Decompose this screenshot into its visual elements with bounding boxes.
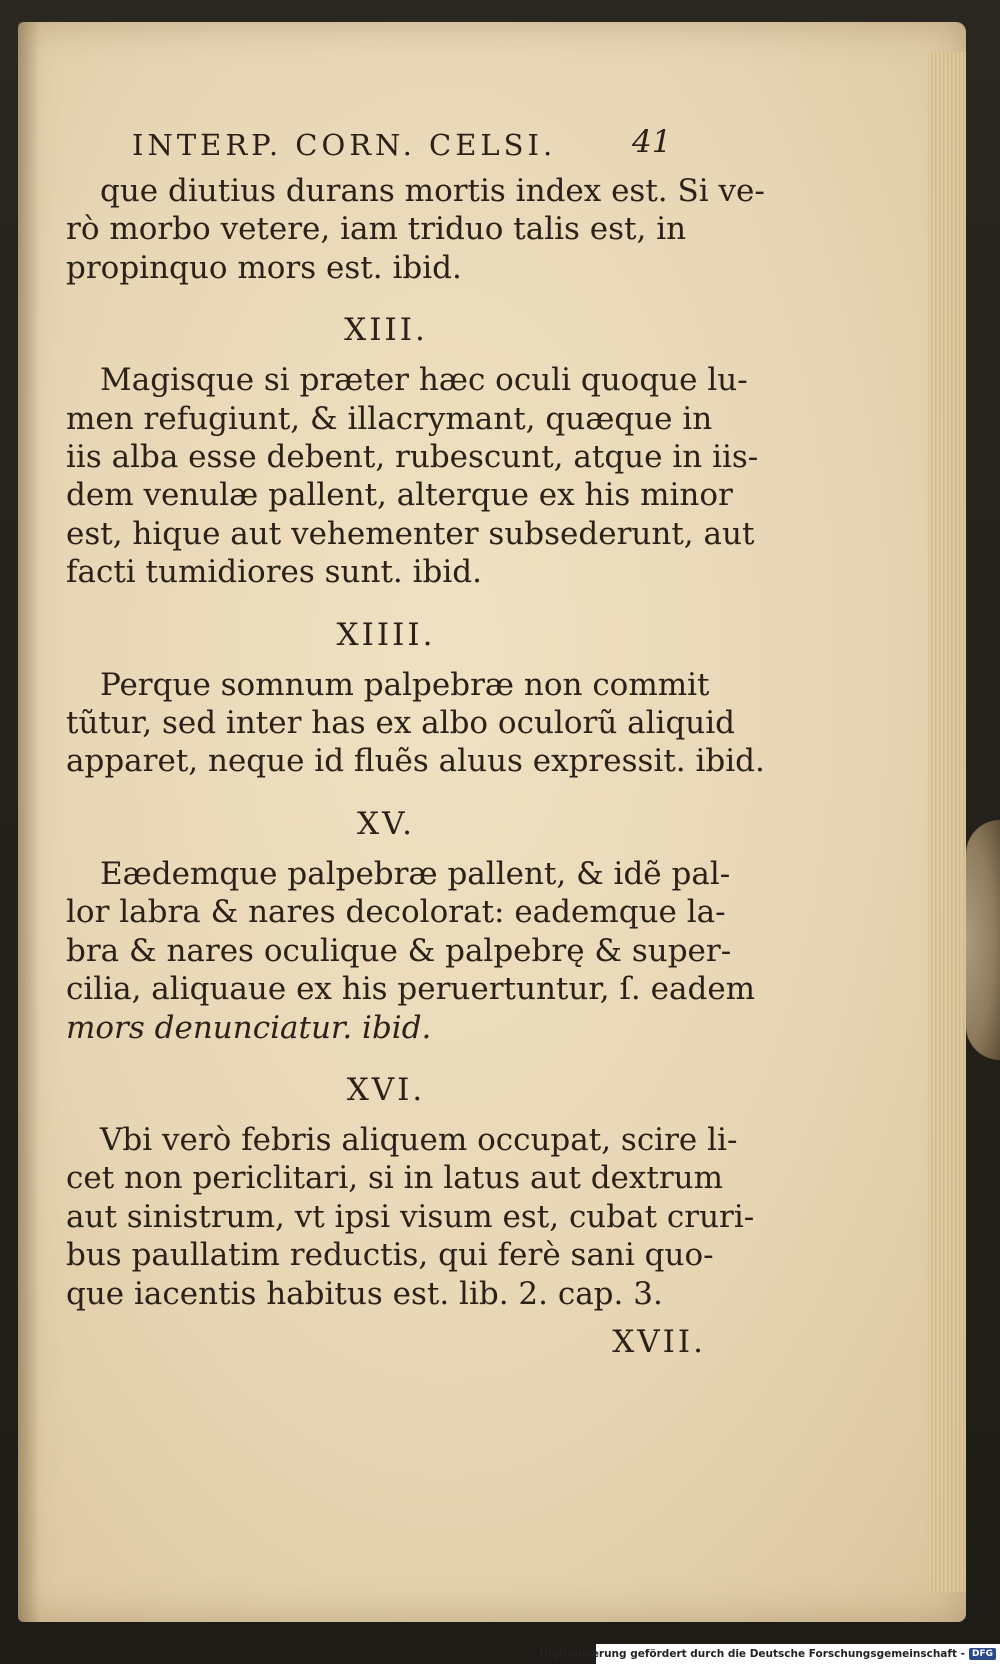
text-line: cilia, aliquaue ex his peruertuntur, ſ. eadem bbox=[66, 971, 756, 1008]
catchword: XVII. bbox=[612, 1323, 706, 1360]
text-line: Magisque si præter hæc oculi quoque lu- bbox=[100, 362, 748, 399]
text-line: iis alba esse debent, rubescunt, atque in iis- bbox=[66, 439, 759, 476]
section-paragraph bbox=[66, 855, 756, 1047]
text-line: Eædemque palpebræ pallent, & idẽ pal- bbox=[100, 855, 731, 892]
text-line: bus paullatim reductis, qui ferè sani quo- bbox=[66, 1237, 714, 1274]
text-line: mors denunciatur. ibid. bbox=[66, 1009, 432, 1046]
text-line: rò morbo vetere, iam triduo talis est, in bbox=[66, 211, 687, 248]
text-line: aut sinistrum, vt ipsi visum est, cubat cruri- bbox=[66, 1198, 755, 1235]
text-line: cet non periclitari, si in latus aut dextrum bbox=[66, 1160, 724, 1197]
text-line: propinquo mors est. ibid. bbox=[66, 249, 462, 286]
section-paragraph bbox=[66, 666, 765, 781]
section-number: XIIII. bbox=[336, 616, 436, 653]
text-line: est, hique aut vehementer subsederunt, aut bbox=[66, 515, 755, 552]
text-line: bra & nares oculique & palpebrę & super- bbox=[66, 932, 732, 969]
text-line: dem venulæ pallent, alterque ex his minor bbox=[66, 477, 733, 514]
book-page bbox=[18, 22, 966, 1622]
text-block bbox=[66, 122, 765, 1361]
text-line: lor labra & nares decolorat: eademque la- bbox=[66, 894, 726, 931]
running-head-title: INTERP. CORN. CELSI. bbox=[132, 128, 557, 162]
section-number: XIII. bbox=[344, 312, 428, 349]
intro-paragraph bbox=[66, 172, 765, 287]
section-number: XVI. bbox=[346, 1071, 426, 1108]
page-number: 41 bbox=[632, 124, 672, 160]
text-line: que iacentis habitus est. lib. 2. cap. 3. bbox=[66, 1275, 663, 1312]
page-fore-edge bbox=[928, 52, 966, 1592]
digitization-credit-bar bbox=[539, 1644, 1000, 1664]
text-line: men refugiunt, & illacrymant, quæque in bbox=[66, 400, 713, 437]
page-thumb-shadow bbox=[966, 820, 1000, 1060]
dfg-logo-icon: DFG bbox=[969, 1648, 996, 1660]
text-line: Vbi verò febris aliquem occupat, scire li- bbox=[100, 1121, 738, 1158]
section-paragraph bbox=[66, 361, 759, 591]
text-line: que diutius durans mortis index est. Si ve- bbox=[100, 173, 765, 209]
text-line: apparet, neque id fluẽs aluus expressit. ibid. bbox=[66, 743, 765, 780]
digitization-credit: Digitalisierung gefördert durch die Deutsche Forschungsgemeinschaft - bbox=[539, 1648, 965, 1660]
section-number: XV. bbox=[357, 805, 415, 842]
text-line: Perque somnum palpebræ non commit bbox=[100, 666, 710, 703]
running-head bbox=[66, 122, 706, 172]
page-gutter-shadow bbox=[18, 22, 40, 1622]
section-paragraph bbox=[66, 1121, 755, 1313]
text-line: tũtur, sed inter has ex albo oculorũ aliquid bbox=[66, 705, 736, 742]
text-line: facti tumidiores sunt. ibid. bbox=[66, 554, 483, 591]
